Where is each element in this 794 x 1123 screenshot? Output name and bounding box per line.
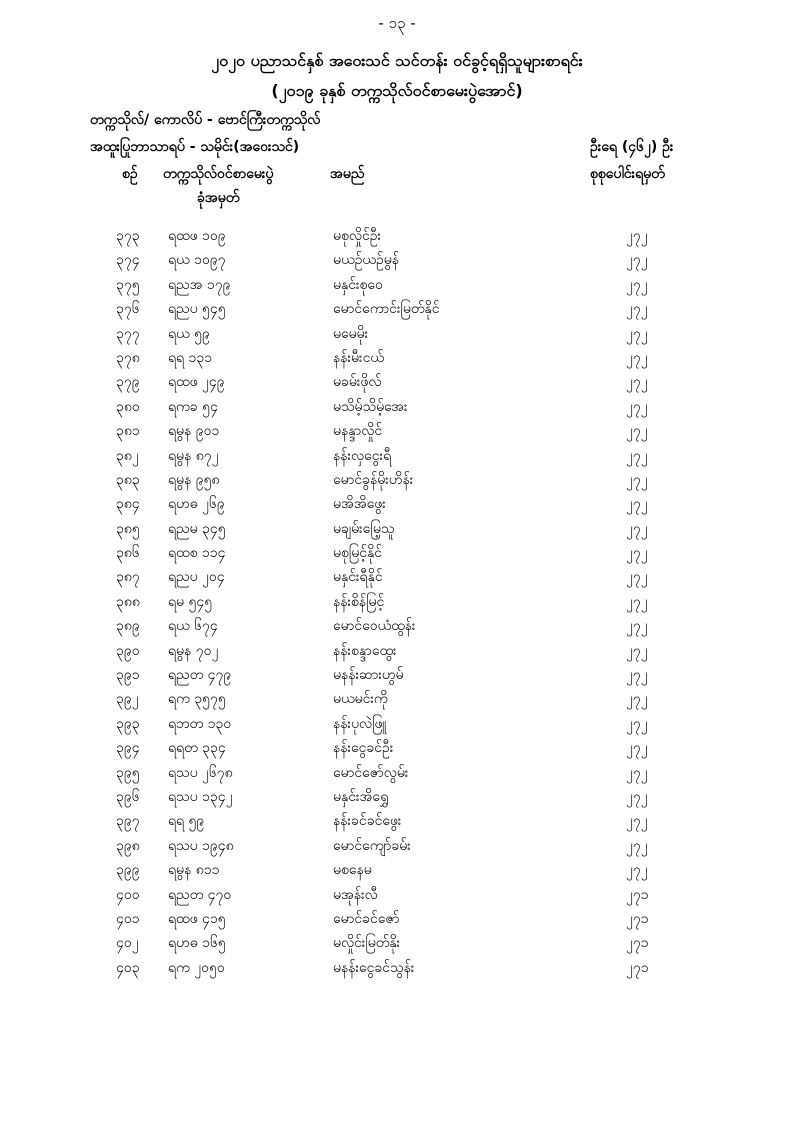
student-name: မအုန်းလီ <box>333 886 378 903</box>
row-number: ၃၈၈ <box>116 593 140 610</box>
total-marks: ၂၇၂ <box>626 569 648 586</box>
total-marks: ၂၇၁ <box>626 910 649 927</box>
table-row <box>0 541 794 565</box>
table-row <box>0 565 794 589</box>
table-row <box>0 492 794 516</box>
total-marks: ၂၇၁ <box>626 935 649 952</box>
student-name: မောင်ဝေယံထွန်း <box>333 618 416 635</box>
roll-number: ရထဖ ၄၁၅ <box>168 910 226 927</box>
total-marks: ၂၇၂ <box>626 276 648 293</box>
major-label: အထူးပြုဘာသာရပ် - သမိုင်း(အဝေးသင်) <box>90 139 300 155</box>
roll-number: ရမွန ၈၇၂ <box>168 447 219 464</box>
table-row <box>0 346 794 370</box>
roll-number: ရညပ ၅၄၅ <box>168 301 226 318</box>
table-row <box>0 809 794 833</box>
total-marks: ၂၇၂ <box>626 813 648 830</box>
row-number: ၃၉၀ <box>116 642 140 659</box>
student-name: မနန်းဆားဟွမ် <box>333 667 404 684</box>
total-marks: ၂၇၂ <box>626 545 648 562</box>
student-name: မယဉ်ယဉ်မွန် <box>333 252 399 269</box>
row-number: ၃၇၈ <box>116 349 140 366</box>
column-header-name: အမည် <box>330 166 365 182</box>
student-name: မမေမိုး <box>333 325 369 342</box>
student-name: မနှင်းရီနိုင် <box>333 569 383 586</box>
table-row <box>0 663 794 687</box>
total-marks: ၂၇၂ <box>626 496 648 513</box>
roll-number: ရထစ ၁၁၄ <box>168 545 226 562</box>
total-marks: ၂၇၂ <box>626 740 648 757</box>
row-number: ၃၇၉ <box>116 374 140 391</box>
row-number: ၃၉၈ <box>116 837 140 854</box>
table-row <box>0 687 794 711</box>
total-marks: ၂၇၂ <box>626 618 648 635</box>
total-marks: ၂၇၂ <box>626 349 648 366</box>
roll-number: ရညပ ၂၀၄ <box>168 569 225 586</box>
page-number: - ၁၃ - <box>378 14 416 32</box>
table-row <box>0 370 794 394</box>
table-row <box>0 785 794 809</box>
table-row <box>0 444 794 468</box>
total-marks: ၂၇၂ <box>626 691 648 708</box>
row-number: ၃၇၄ <box>116 252 140 269</box>
roll-number: ရယ ၁၀၉၇ <box>168 252 226 269</box>
student-name: နန်းစန္ဒာထွေး <box>333 642 397 659</box>
roll-number: ရထဖ ၁၀၉ <box>168 228 226 244</box>
table-row <box>0 956 794 980</box>
total-marks: ၂၇၂ <box>626 423 648 440</box>
total-marks: ၂၇၂ <box>626 374 648 391</box>
total-marks: ၂၇၁ <box>626 886 649 903</box>
student-name: နန်းငွေခင်ဦး <box>333 740 394 757</box>
roll-number: ရရ ၅၉ <box>168 813 205 830</box>
roll-number: ရမွန ၇၀၂ <box>168 642 219 659</box>
student-name: မနှင်းစုဝေ <box>333 276 383 293</box>
student-name: နန်းလှငွေးရီ <box>333 447 392 464</box>
total-marks: ၂၇၂ <box>626 325 648 342</box>
row-number: ၄၀၂ <box>116 935 139 952</box>
row-number: ၄၀၁ <box>116 910 140 927</box>
table-row <box>0 931 794 955</box>
student-name: မစနေမ <box>333 862 372 879</box>
row-number: ၃၈၇ <box>116 569 140 586</box>
roll-number: ရညအ ၁၇၉ <box>168 276 231 293</box>
total-marks: ၂၇၂ <box>626 862 648 879</box>
student-name: နန်းစိန်မြင့် <box>333 593 385 610</box>
student-list <box>0 224 794 980</box>
total-marks: ၂၇၂ <box>626 252 648 269</box>
table-row <box>0 297 794 321</box>
table-row <box>0 614 794 638</box>
row-number: ၃၈၃ <box>116 471 140 488</box>
student-name: မောင်ကျော်ခမ်း <box>333 837 411 854</box>
roll-number: ရယ ၆၇၄ <box>168 618 218 635</box>
roll-number: ရယ ၅၉ <box>168 325 210 342</box>
row-number: ၃၈၂ <box>116 447 139 464</box>
row-number: ၄၀၀ <box>116 886 140 903</box>
roll-number: ရသပ ၁၉၄၈ <box>168 837 234 854</box>
table-row <box>0 395 794 419</box>
row-number: ၃၈၀ <box>116 398 140 415</box>
roll-number: ရဘတ ၁၃၀ <box>168 715 232 732</box>
table-row <box>0 468 794 492</box>
roll-number: ရမွန ၉၅၈ <box>168 471 220 488</box>
total-marks: ၂၇၂ <box>626 520 648 537</box>
student-name: မယမင်းကို <box>333 691 388 708</box>
row-number: ၃၇၅ <box>116 276 140 293</box>
student-name: မခမ်းဖိုလ် <box>333 374 382 391</box>
column-header-roll-line-2: ခုံအမှတ် <box>197 190 240 206</box>
table-row <box>0 224 794 248</box>
column-header-roll: တက္ကသိုလ်ဝင်စာမေးပွဲ <box>163 166 274 182</box>
row-number: ၃၈၆ <box>116 545 140 562</box>
table-row <box>0 590 794 614</box>
total-marks: ၂၇၂ <box>626 788 648 805</box>
student-name: မောင်ဇော်လွမ်း <box>333 764 409 781</box>
table-row <box>0 322 794 346</box>
roll-number: ရညတ ၄၇၉ <box>168 667 232 684</box>
roll-number: ရက ၃၅၇၅ <box>168 691 226 708</box>
row-number: ၃၇၇ <box>116 325 140 342</box>
roll-number: ရညတ ၄၇၀ <box>168 886 232 903</box>
row-number: ၃၉၇ <box>116 813 140 830</box>
total-count-label: ဦးရေ (၄၆၂) ဦး <box>590 139 674 155</box>
table-row <box>0 517 794 541</box>
student-name: မောင်ကောင်းမြတ်နိုင် <box>333 301 440 318</box>
table-row <box>0 761 794 785</box>
row-number: ၃၈၉ <box>116 618 140 635</box>
roll-number: ရညမ ၃၄၅ <box>168 520 226 537</box>
row-number: ၃၉၃ <box>116 715 140 732</box>
table-row <box>0 736 794 760</box>
student-name: မနန်းငွေခင်သွန်း <box>333 959 415 976</box>
roll-number: ရရတ ၃၃၄ <box>168 740 226 757</box>
roll-number: ရဟဓ ၂၆၉ <box>168 496 225 513</box>
student-name: မစုမြင့်နိုင် <box>333 545 382 562</box>
student-name: မချမ်းမြေ့သူ <box>333 520 395 537</box>
total-marks: ၂၇၂ <box>626 593 648 610</box>
student-name: နန်းခင်ခင်ဖွေး <box>333 813 402 830</box>
column-header-no: စဉ် <box>122 166 138 182</box>
total-marks: ၂၇၂ <box>626 228 648 244</box>
total-marks: ၂၇၂ <box>626 398 648 415</box>
row-number: ၃၈၄ <box>116 496 140 513</box>
total-marks: ၂၇၂ <box>626 764 648 781</box>
roll-number: ရရ ၁၃၁ <box>168 349 213 366</box>
total-marks: ၂၇၂ <box>626 447 648 464</box>
document-subtitle: (၂၀၁၉ ခုနှစ် တက္ကသိုလ်ဝင်စာမေးပွဲအောင်) <box>271 81 523 100</box>
row-number: ၃၉၂ <box>116 691 139 708</box>
column-header-total-marks: စုစုပေါင်းရမှတ် <box>590 166 665 182</box>
roll-number: ရထဖ ၂၄၉ <box>168 374 225 391</box>
roll-number: ရမ ၅၄၅ <box>168 593 213 610</box>
student-name: မစုလှိုင်ဦး <box>333 228 382 244</box>
university-label: တက္ကသိုလ်/ ကောလိပ် - ဗောင်ကြီးတက္ကသိုလ် <box>90 112 321 128</box>
roll-number: ရသပ ၁၃၄၂ <box>168 788 233 805</box>
student-name: မနန္ဒာလှိုင် <box>333 423 383 440</box>
row-number: ၃၉၁ <box>116 667 140 684</box>
student-name: မအိအိဖွေး <box>333 496 386 513</box>
roll-number: ရက ၂၀၅၀ <box>168 959 225 976</box>
table-row <box>0 639 794 663</box>
student-name: မောင်ခင်ဇော် <box>333 910 400 927</box>
roll-number: ရကခ ၅၄ <box>168 398 218 415</box>
table-row <box>0 858 794 882</box>
table-row <box>0 712 794 736</box>
table-row <box>0 907 794 931</box>
total-marks: ၂၇၂ <box>626 715 648 732</box>
student-name: မလှိုင်းမြတ်နိုး <box>333 935 401 952</box>
row-number: ၃၈၅ <box>116 520 140 537</box>
row-number: ၃၉၄ <box>116 740 140 757</box>
total-marks: ၂၇၂ <box>626 301 648 318</box>
roll-number: ရသပ ၂၆၇၈ <box>168 764 233 781</box>
row-number: ၃၇၃ <box>116 228 140 244</box>
student-name: နန်းပုလဲဖြူ <box>333 715 387 732</box>
table-row <box>0 248 794 272</box>
table-row <box>0 419 794 443</box>
roll-number: ရမွန ၉၀၁ <box>168 423 220 440</box>
student-name: နန်းမီးငယ် <box>333 349 384 366</box>
table-row <box>0 883 794 907</box>
table-row <box>0 273 794 297</box>
student-name: မောင်ခွန်မိုးဟိန်း <box>333 471 414 488</box>
row-number: ၃၇၆ <box>116 301 140 318</box>
document-title: ၂၀၂၀ ပညာသင်နှစ် အဝေးသင် သင်တန်း ဝင်ခွင့်ရရှိသူများစာရင်း <box>211 51 583 70</box>
row-number: ၃၉၆ <box>116 788 140 805</box>
row-number: ၃၉၅ <box>116 764 140 781</box>
total-marks: ၂၇၂ <box>626 471 648 488</box>
total-marks: ၂၇၂ <box>626 667 648 684</box>
row-number: ၃၈၁ <box>116 423 140 440</box>
total-marks: ၂၇၂ <box>626 837 648 854</box>
table-row <box>0 834 794 858</box>
roll-number: ရဟဓ ၁၆၅ <box>168 935 226 952</box>
student-name: မနှင်းအိရွှေ <box>333 788 389 805</box>
row-number: ၄၀၃ <box>116 959 140 976</box>
total-marks: ၂၇၁ <box>626 959 649 976</box>
roll-number: ရမွန ၈၁၁ <box>168 862 220 879</box>
student-name: မသိမ့်သိမ့်အေး <box>333 398 408 415</box>
row-number: ၃၉၉ <box>116 862 140 879</box>
total-marks: ၂၇၂ <box>626 642 648 659</box>
